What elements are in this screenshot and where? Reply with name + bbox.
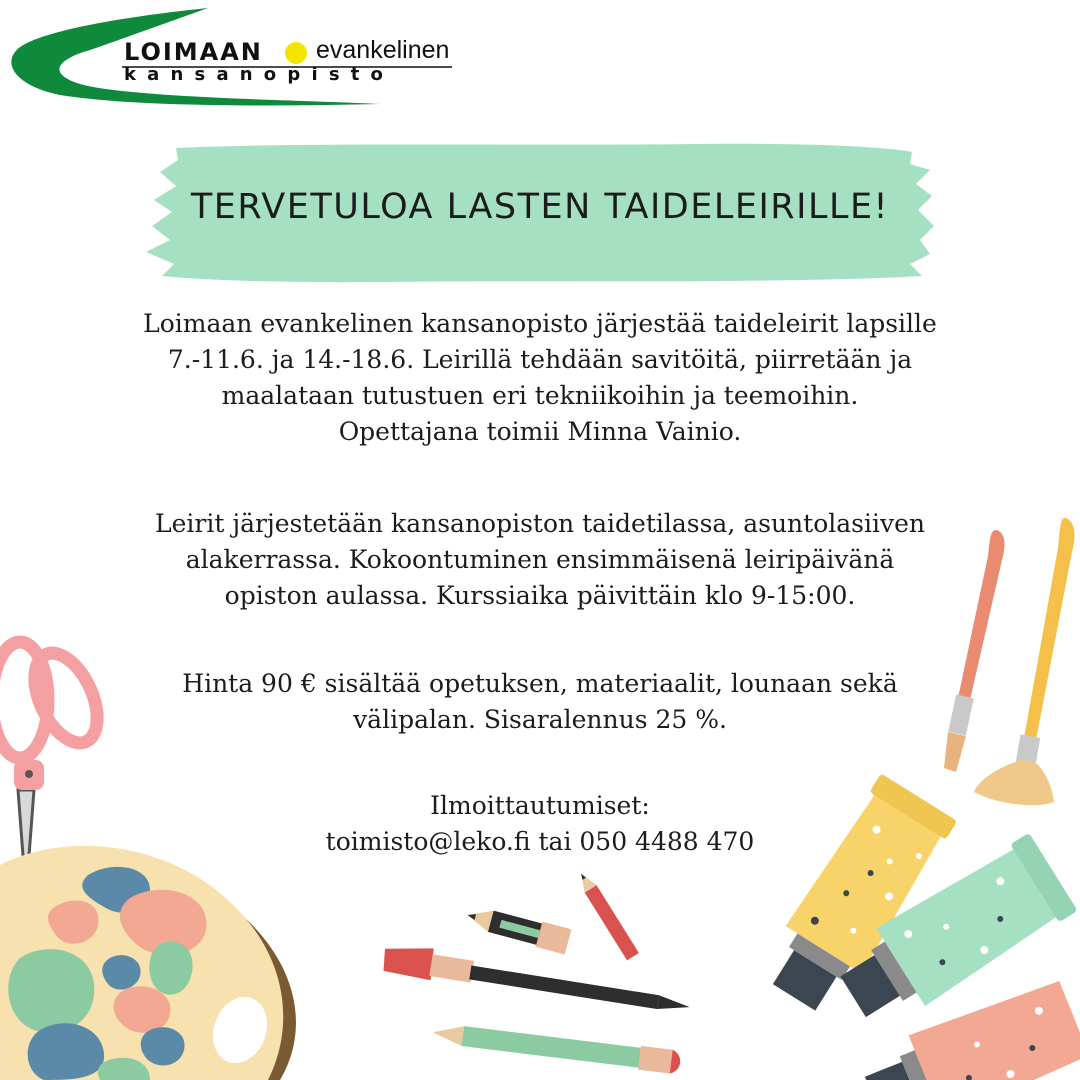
paragraph-price (90, 666, 990, 738)
paragraph-registration (90, 788, 990, 860)
text-line: maalataan tutustuen eri tekniikoihin ja teemoihin. (221, 381, 859, 410)
text-line: Leirit järjestetään kansanopiston taidetilassa, asuntolasiiven (155, 509, 925, 538)
contact-line: toimisto@leko.fi tai 050 4488 470 (325, 827, 755, 856)
text-line: Hinta 90 € sisältää opetuksen, materiaalit, lounaan sekä (182, 669, 898, 698)
text-line: välipalan. Sisaralennus 25 %. (353, 705, 727, 734)
logo-word-evankelinen: evankelinen (316, 36, 450, 64)
text-line: opiston aulassa. Kurssiaika päivittäin klo 9-15:00. (224, 581, 856, 610)
logo-dot (285, 42, 307, 64)
paragraph-location (90, 506, 990, 614)
logo-word-kansanopisto: kansanopisto (124, 64, 395, 85)
text-line: Opettajana toimii Minna Vainio. (338, 417, 742, 446)
headline: TERVETULOA LASTEN TAIDELEIRILLE! (190, 187, 890, 227)
text-line: 7.-11.6. ja 14.-18.6. Leirillä tehdään savitöitä, piirretään ja (167, 345, 913, 374)
paragraph-intro (90, 306, 990, 450)
text-line: Loimaan evankelinen kansanopisto järjestää taideleirit lapsille (143, 309, 937, 338)
text-line: alakerrassa. Kokoontuminen ensimmäisenä leiripäivänä (185, 545, 895, 574)
logo (0, 0, 480, 115)
logo-word-loimaan: LOIMAAN (124, 38, 263, 66)
text-line: Ilmoittautumiset: (430, 791, 650, 820)
